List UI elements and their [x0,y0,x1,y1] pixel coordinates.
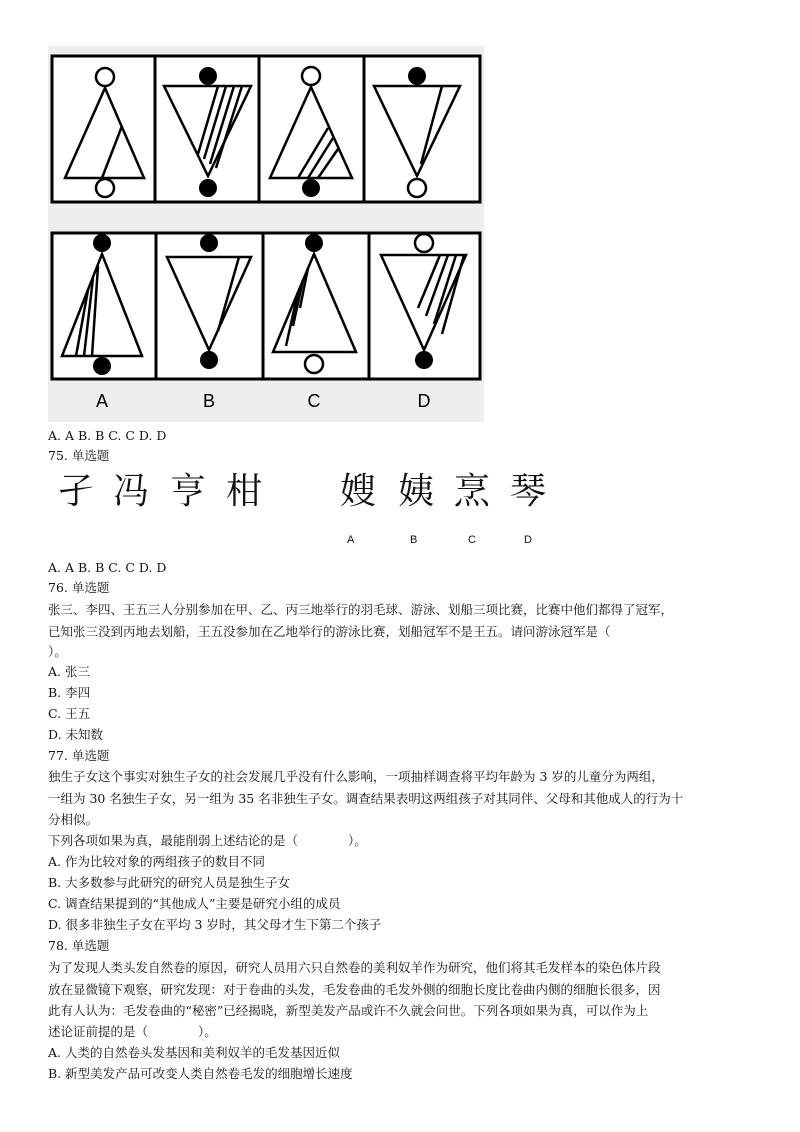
q75-option-char-a: 嫂 [340,471,377,512]
q76-option-d: D. 未知数 [48,727,104,742]
q75-given-char-2: 冯 [113,471,150,512]
q78-header: 78. 单选题 [48,938,110,953]
q77-header: 77. 单选题 [48,748,110,763]
q75-given-char-3: 亨 [170,471,207,512]
q75-label-b: B [410,534,418,546]
figure-label-d: D [417,391,431,411]
figure-label-a: A [95,391,109,411]
q78-stem-line-2: 放在显微镜下观察，研究发现：对于卷曲的头发，毛发卷曲的毛发外侧的细胞长度比卷曲内侧的细胞长很多，因 [48,982,661,997]
q75-header: 75. 单选题 [48,448,110,463]
q76-stem-line-3: ）。 [48,644,67,659]
figure-puzzle [48,46,484,422]
q78-stem-line-4: 述论证前提的是（ ）。 [48,1024,217,1039]
q76-stem-line-2: 已知张三没到丙地去划船，王五没参加在乙地举行的游泳比赛，划船冠军不是王五。请问游泳冠军是（ [48,624,611,639]
q75-label-a: A [347,534,355,546]
q75-character-figure [58,470,578,560]
q76-stem-line-1: 张三、李四、王五三人分别参加在甲、乙、丙三地举行的羽毛球、游泳、划船三项比赛，比赛中他们都得了冠军， [48,602,674,617]
q74-options: A. A B. B C. C D. D [48,428,167,443]
q78-stem-line-1: 为了发现人类头发自然卷的原因，研究人员用六只自然卷的美利奴羊作为研究，他们将其毛发样本的染色体片段 [48,960,661,975]
figure-label-b: B [202,391,216,411]
q75-option-char-d: 琴 [510,471,547,512]
q78-option-b: B. 新型美发产品可改变人类自然卷毛发的细胞增长速度 [48,1066,353,1081]
q76-option-b: B. 李四 [48,685,91,700]
q75-label-c: C [468,534,476,546]
q77-option-a: A. 作为比较对象的两组孩子的数目不同 [48,854,265,869]
q76-header: 76. 单选题 [48,580,110,595]
q77-option-d: D. 很多非独生子女在平均 3 岁时，其父母才生下第二个孩子 [48,917,382,932]
q77-option-b: B. 大多数参与此研究的研究人员是独生子女 [48,875,291,890]
q75-options: A. A B. B C. C D. D [48,560,167,575]
q78-option-a: A. 人类的自然卷头发基因和美利奴羊的毛发基因近似 [48,1045,340,1060]
q75-label-d: D [524,534,532,546]
figure-puzzle-svg [48,46,484,422]
q77-stem-line-3: 分相似。 [48,812,99,827]
q76-option-a: A. 张三 [48,664,90,679]
q75-option-char-c: 烹 [454,471,491,512]
q77-stem-line-1: 独生子女这个事实对独生子女的社会发展几乎没有什么影响，一项抽样调查将平均年龄为 3 岁的儿童分为两组， [48,769,664,784]
q75-given-char-1: 孑 [58,471,95,512]
q77-stem-line-2: 一组为 30 名独生子女，另一组为 35 名非独生子女。调查结果表明这两组孩子对其同伴、父母和其他成人的行为十 [48,791,684,806]
figure-label-c: C [307,391,321,411]
q76-option-c: C. 王五 [48,706,91,721]
q78-stem-line-3: 此有人认为：毛发卷曲的“秘密”已经揭晓，新型美发产品或许不久就会问世。下列各项如果为真，可以作为上 [48,1003,649,1018]
q77-stem-line-4: 下列各项如果为真，最能削弱上述结论的是（ ）。 [48,833,367,848]
q77-option-c: C. 调查结果提到的“其他成人”主要是研究小组的成员 [48,896,341,911]
q75-given-char-4: 柑 [226,471,263,512]
q75-option-char-b: 姨 [398,471,435,512]
